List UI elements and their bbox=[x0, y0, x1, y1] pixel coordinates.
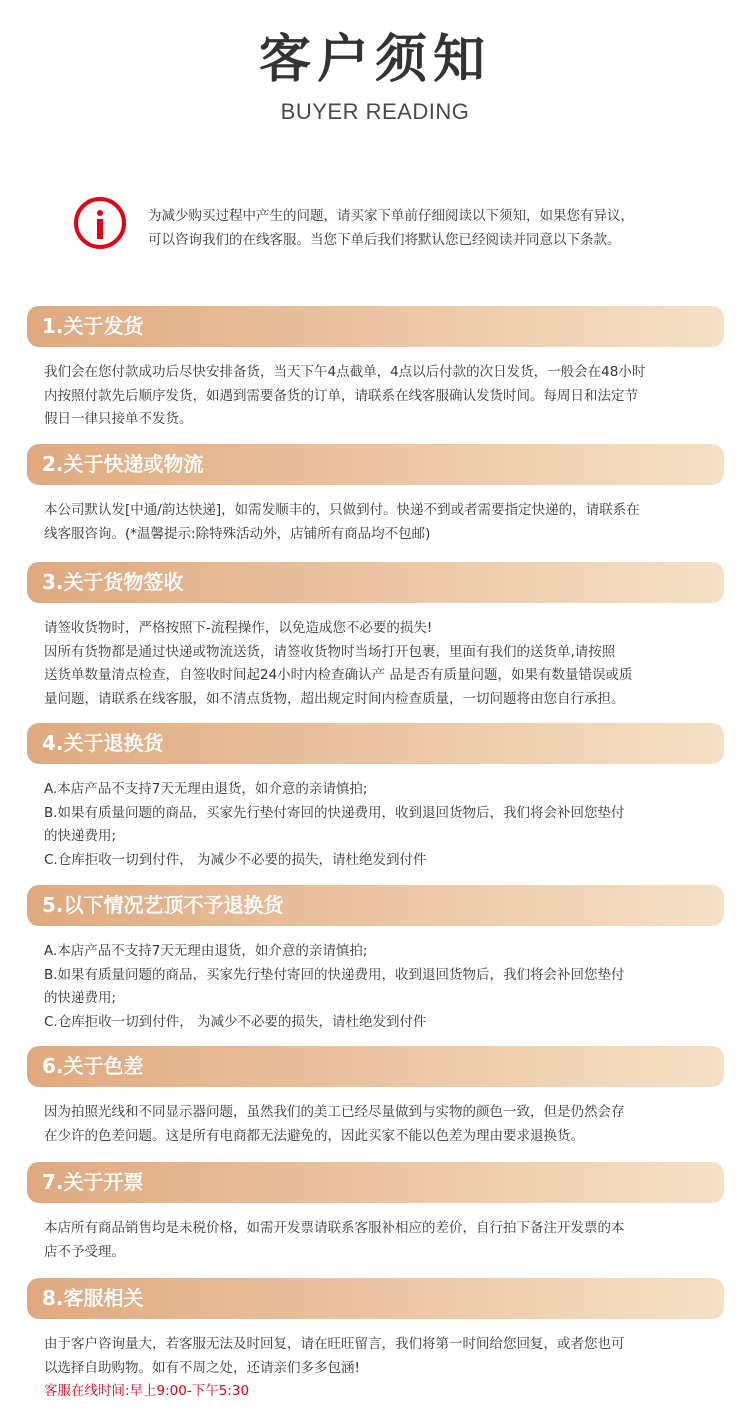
section-line: C.仓库拒收一切到付件， 为减少不必要的损失，请杜绝发到付件 bbox=[44, 851, 427, 868]
section-line: 线客服咨询。(*温馨提示:除特殊活动外，店铺所有商品均不包邮) bbox=[44, 525, 431, 542]
section-line: 内按照付款先后顺序发货，如遇到需要备货的订单，请联系在线客服确认发货时间。每周日和法定节 bbox=[44, 387, 638, 404]
section-line: 送货单数量清点检查，自签收时间起24小时内检查确认产 品是否有质量问题，如果有数量错误或质 bbox=[44, 667, 633, 683]
section-header-color: 6.关于色差 bbox=[27, 1046, 724, 1087]
section-line: B.如果有质量问题的商品，买家先行垫付寄回的快递费用，收到退回货物后，我们将会补回您垫付 bbox=[44, 804, 625, 821]
section-header-no-returns: 5.以下情况艺顶不予退换货 bbox=[27, 885, 724, 926]
section-body-no-returns bbox=[44, 940, 714, 1034]
section-body-invoice bbox=[44, 1217, 714, 1264]
section-body-service bbox=[44, 1333, 714, 1404]
section-line: 在少许的色差问题。这是所有电商都无法避免的，因此买家不能以色差为理由要求退换货。 bbox=[44, 1127, 584, 1144]
section-header-shipping: 1.关于发货 bbox=[27, 306, 724, 347]
section-body-courier bbox=[44, 499, 714, 546]
section-line: B.如果有质量问题的商品，买家先行垫付寄回的快递费用，收到退回货物后，我们将会补回您垫付 bbox=[44, 966, 625, 983]
section-line: 因所有货物都是通过快递或物流送货，请签收货物时当场打开包裹，里面有我们的送货单,请按照 bbox=[44, 643, 616, 660]
section-line: A.本店产品不支持7天无理由退货，如介意的亲请慎拍; bbox=[44, 943, 368, 959]
section-line: 店不予受理。 bbox=[44, 1243, 125, 1260]
section-line: 我们会在您付款成功后尽快安排备货，当天下午4点截单，4点以后付款的次日发货，一般会在48小时 bbox=[44, 364, 646, 380]
section-line: 因为拍照光线和不同显示器问题，虽然我们的美工已经尽量做到与实物的颜色一致，但是仍然会存 bbox=[44, 1104, 625, 1120]
section-header-returns: 4.关于退换货 bbox=[27, 723, 724, 764]
page-title: 客户须知 bbox=[258, 30, 491, 90]
section-header-courier: 2.关于快递或物流 bbox=[27, 444, 724, 485]
section-body-receipt bbox=[44, 617, 714, 711]
notice-line: 可以咨询我们的在线客服。当您下单后我们将默认您已经阅读并同意以下条款。 bbox=[148, 232, 621, 248]
section-header-invoice: 7.关于开票 bbox=[27, 1162, 724, 1203]
section-line: 以选择自助购物。如有不周之处，还请亲们多多包涵! bbox=[44, 1359, 360, 1376]
notice-line: 为减少购买过程中产生的问题，请买家下单前仔细阅读以下须知，如果您有异议， bbox=[148, 208, 634, 224]
section-body-color bbox=[44, 1101, 714, 1148]
section-line: 本店所有商品销售均是未税价格，如需开发票请联系客服补相应的差价，自行拍下备注开发票的本 bbox=[44, 1220, 625, 1236]
section-line: 假日一律只接单不发货。 bbox=[44, 411, 193, 427]
section-line: 请签收货物时，严格按照下-流程操作，以免造成您不必要的损失! bbox=[44, 620, 433, 636]
section-line: 由于客户咨询量大，若客服无法及时回复，请在旺旺留言，我们将第一时间给您回复，或者您也可 bbox=[44, 1336, 625, 1352]
section-line: A.本店产品不支持7天无理由退货，如介意的亲请慎拍; bbox=[44, 781, 368, 797]
section-header-receipt: 3.关于货物签收 bbox=[27, 562, 724, 603]
section-body-returns bbox=[44, 778, 714, 872]
section-line: C.仓库拒收一切到付件， 为减少不必要的损失，请杜绝发到付件 bbox=[44, 1013, 427, 1030]
section-line: 的快递费用; bbox=[44, 990, 117, 1006]
section-body-shipping bbox=[44, 361, 714, 432]
section-header-service: 8.客服相关 bbox=[27, 1278, 724, 1319]
section-line: 本公司默认发[中通/韵达快递]，如需发顺丰的，只做到付。快递不到或者需要指定快递的，请联系在 bbox=[44, 502, 640, 518]
notice-text bbox=[148, 204, 708, 252]
section-line: 量问题，请联系在线客服，如不清点货物，超出规定时间内检查质量，一切问题将由您自行承担。 bbox=[44, 690, 625, 707]
section-line: 的快递费用; bbox=[44, 828, 117, 844]
service-hours: 客服在线时间:早上9:00-下午5:30 bbox=[44, 1383, 250, 1399]
page-subtitle: BUYER READING bbox=[280, 99, 470, 124]
info-icon bbox=[74, 197, 126, 249]
